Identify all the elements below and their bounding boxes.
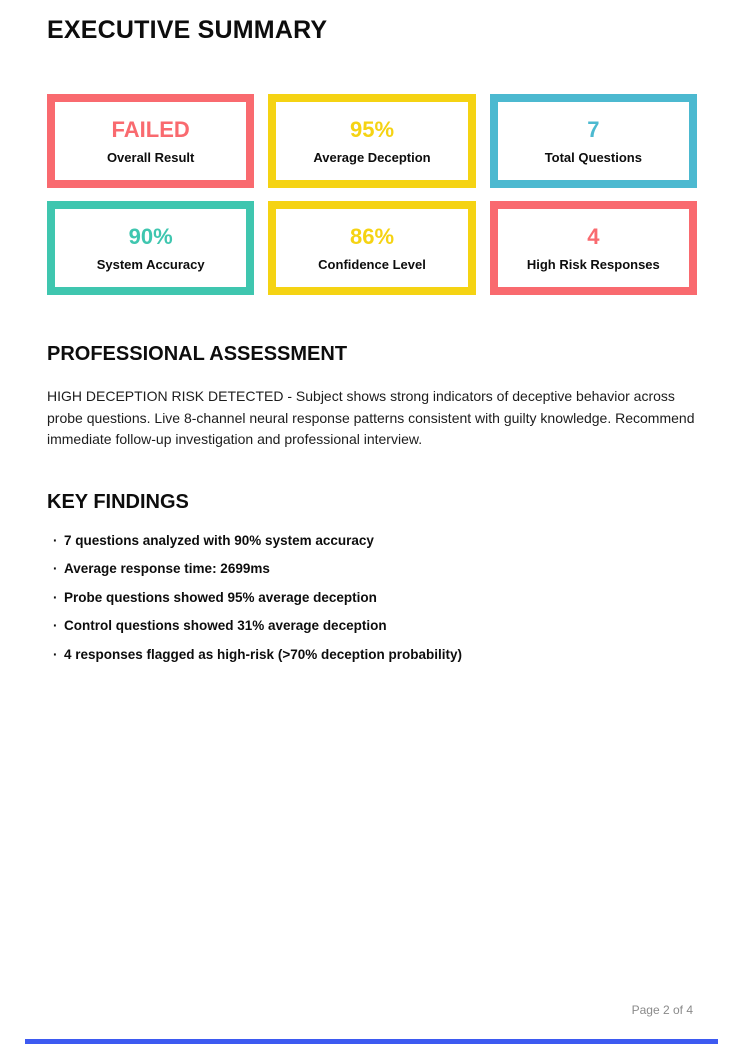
stat-card-0 <box>47 94 254 188</box>
stats-grid <box>47 94 697 295</box>
finding-item: · Control questions showed 31% average deception <box>64 618 697 633</box>
finding-item: · Average response time: 2699ms <box>64 561 697 576</box>
stat-value: 7 <box>587 116 600 142</box>
stat-label: Average Deception <box>313 149 431 165</box>
stat-value: 4 <box>587 223 600 249</box>
stat-label: Confidence Level <box>318 256 426 272</box>
findings-list <box>47 533 697 662</box>
stat-card-2 <box>490 94 697 188</box>
findings-heading: KEY FINDINGS <box>47 490 189 513</box>
finding-item: · 4 responses flagged as high-risk (>70% deception probability) <box>64 647 697 662</box>
assessment-heading: PROFESSIONAL ASSESSMENT <box>47 343 348 365</box>
page-title: EXECUTIVE SUMMARY <box>47 16 328 44</box>
stat-value: FAILED <box>111 116 190 142</box>
stat-label: Overall Result <box>106 149 195 165</box>
report-content <box>47 0 697 662</box>
stat-card-3 <box>47 201 254 295</box>
stat-label: High Risk Responses <box>526 256 660 272</box>
finding-item: · Probe questions showed 95% average deception <box>64 590 697 605</box>
stat-card-1 <box>268 94 475 188</box>
finding-item: · 7 questions analyzed with 90% system accuracy <box>64 533 697 548</box>
page-number: Page 2 of 4 <box>631 1003 693 1017</box>
stat-card-4 <box>268 201 475 295</box>
assessment-body: HIGH DECEPTION RISK DETECTED - Subject shows strong indicators of deceptive behavior across probe questions. Live 8-channel neural response patterns consistent with guilty knowledge. Recommend immediate follow-up investigation and professional interview. <box>47 388 695 447</box>
stat-label: System Accuracy <box>96 256 205 272</box>
stat-value: 90% <box>128 223 173 249</box>
footer-accent-bar <box>25 1039 718 1044</box>
stat-label: Total Questions <box>544 149 642 165</box>
stat-value: 86% <box>349 223 395 249</box>
stat-card-5 <box>490 201 697 295</box>
stat-value: 95% <box>349 116 395 142</box>
